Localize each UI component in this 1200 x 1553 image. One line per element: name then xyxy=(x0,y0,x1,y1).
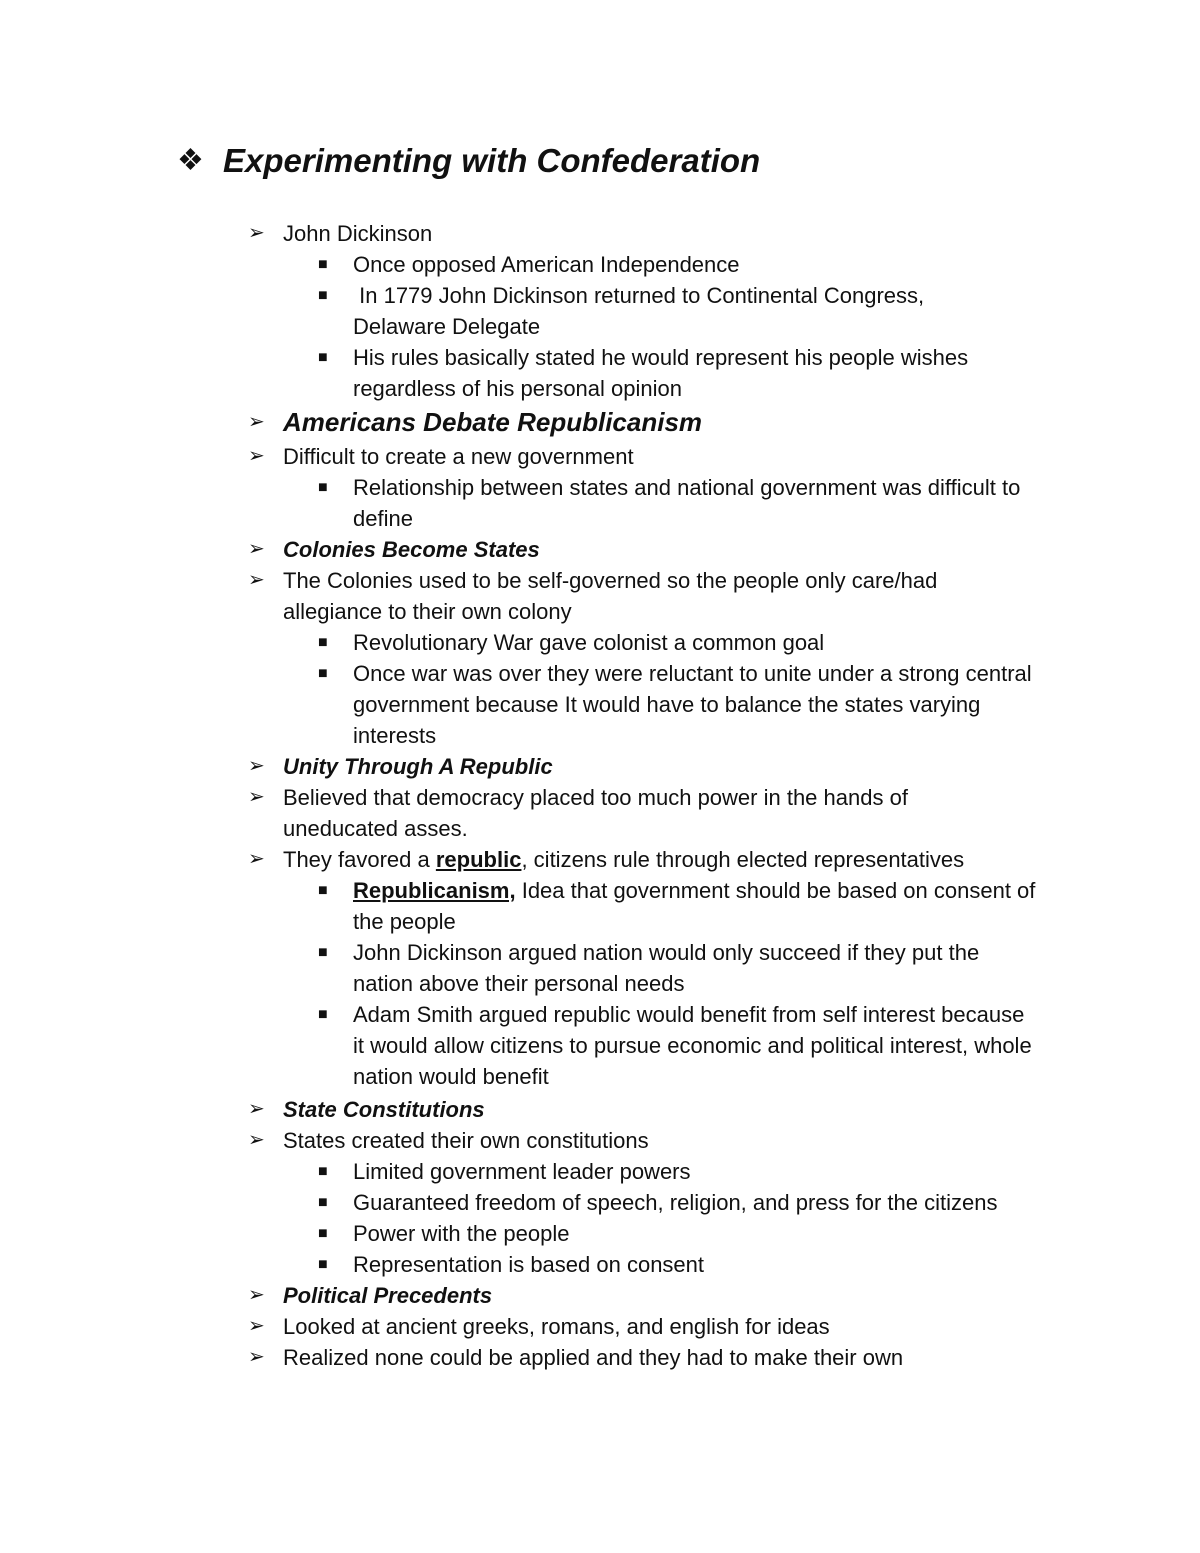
arrow-bullet-icon: ➢ xyxy=(248,1315,265,1337)
item-text: Looked at ancient greeks, romans, and english for ideas xyxy=(283,1314,830,1339)
section-heading: Americans Debate Republicanism xyxy=(283,407,703,437)
arrow-bullet-icon: ➢ xyxy=(248,445,265,467)
arrow-bullet-icon: ➢ xyxy=(248,848,265,870)
section-heading: Political Precedents xyxy=(283,1283,493,1308)
bullet-item xyxy=(248,534,1048,565)
bullet-item xyxy=(248,782,1048,844)
arrow-bullet-icon: ➢ xyxy=(248,1098,265,1120)
square-bullet-icon: ■ xyxy=(318,1163,328,1180)
item-text: Limited government leader powers xyxy=(353,1159,691,1184)
item-text: Realized none could be applied and they had to make their own xyxy=(283,1345,904,1370)
arrow-bullet-icon: ➢ xyxy=(248,411,265,433)
arrow-bullet-icon: ➢ xyxy=(248,1346,265,1368)
bullet-item xyxy=(248,844,1048,875)
sub-bullet-item xyxy=(318,1156,1068,1187)
square-bullet-icon: ■ xyxy=(318,349,328,366)
item-text: John Dickinson argued nation would only succeed if they put the nation above their personal needs xyxy=(353,940,980,996)
square-bullet-icon: ■ xyxy=(318,1225,328,1242)
bullet-item xyxy=(248,1311,1048,1342)
sub-bullet-item xyxy=(318,342,1068,404)
item-text: In 1779 John Dickinson returned to Continental Congress, Delaware Delegate xyxy=(353,283,931,339)
sub-bullet-item xyxy=(318,1249,1068,1280)
square-bullet-icon: ■ xyxy=(318,1006,328,1023)
sub-bullet-item xyxy=(318,937,1068,999)
item-text: Power with the people xyxy=(353,1221,570,1246)
arrow-bullet-icon: ➢ xyxy=(248,538,265,560)
square-bullet-icon: ■ xyxy=(318,634,328,651)
item-text: Believed that democracy placed too much power in the hands of uneducated asses. xyxy=(283,785,908,841)
item-text: Difficult to create a new government xyxy=(283,444,634,469)
bullet-item xyxy=(248,751,1048,782)
arrow-bullet-icon: ➢ xyxy=(248,755,265,777)
section-heading: Colonies Become States xyxy=(283,537,540,562)
item-text: States created their own constitutions xyxy=(283,1128,649,1153)
square-bullet-icon: ■ xyxy=(318,256,328,273)
section-heading: Unity Through A Republic xyxy=(283,754,553,779)
key-term: Republicanism, xyxy=(353,878,516,903)
sub-bullet-item xyxy=(318,999,1068,1092)
sub-bullet-item xyxy=(318,1218,1068,1249)
sub-bullet-item xyxy=(318,249,1068,280)
item-text: Once war was over they were reluctant to unite under a strong central government because It would have to balance the states varying interests xyxy=(353,661,1032,748)
bullet-item xyxy=(248,565,1048,627)
key-term: republic xyxy=(435,847,522,872)
bullet-item xyxy=(248,441,1048,472)
square-bullet-icon: ■ xyxy=(318,882,328,899)
item-text: Relationship between states and national government was difficult to define xyxy=(353,475,1021,531)
sub-bullet-item xyxy=(318,280,1068,342)
section-heading: State Constitutions xyxy=(283,1097,485,1122)
arrow-bullet-icon: ➢ xyxy=(248,786,265,808)
square-bullet-icon: ■ xyxy=(318,479,328,496)
item-text: They favored a republic, citizens rule through elected representatives xyxy=(283,847,965,872)
bullet-item xyxy=(248,1094,1048,1125)
sub-bullet-item xyxy=(318,627,1068,658)
sub-bullet-item xyxy=(318,658,1068,751)
diamond-fleuron-icon: ❖ xyxy=(177,144,204,177)
square-bullet-icon: ■ xyxy=(318,1194,328,1211)
bullet-item xyxy=(248,1280,1048,1311)
square-bullet-icon: ■ xyxy=(318,944,328,961)
item-text: John Dickinson xyxy=(283,221,433,246)
sub-bullet-item xyxy=(318,472,1068,534)
item-text: Once opposed American Independence xyxy=(353,252,740,277)
bullet-item xyxy=(248,405,1048,439)
title-text: Experimenting with Confederation xyxy=(223,142,761,179)
item-text: His rules basically stated he would represent his people wishes regardless of his personal opinion xyxy=(353,345,969,401)
item-text: Representation is based on consent xyxy=(353,1252,705,1277)
item-text: Republicanism, Idea that government should be based on consent of the people xyxy=(353,878,1042,934)
sub-bullet-item xyxy=(318,1187,1068,1218)
sub-bullet-item xyxy=(318,875,1068,937)
bullet-item xyxy=(248,1342,1048,1373)
item-text: Adam Smith argued republic would benefit from self interest because it would allow citizens to pursue economic and political interest, whole nation would benefit xyxy=(353,1002,1032,1089)
document-title xyxy=(177,138,760,184)
arrow-bullet-icon: ➢ xyxy=(248,1284,265,1306)
bullet-item xyxy=(248,1125,1048,1156)
arrow-bullet-icon: ➢ xyxy=(248,569,265,591)
arrow-bullet-icon: ➢ xyxy=(248,1129,265,1151)
square-bullet-icon: ■ xyxy=(318,665,328,682)
arrow-bullet-icon: ➢ xyxy=(248,222,265,244)
item-text: Revolutionary War gave colonist a common goal xyxy=(353,630,825,655)
square-bullet-icon: ■ xyxy=(318,1256,328,1273)
square-bullet-icon: ■ xyxy=(318,287,328,304)
bullet-item xyxy=(248,218,1048,249)
item-text: Guaranteed freedom of speech, religion, and press for the citizens xyxy=(353,1190,998,1215)
item-text: The Colonies used to be self-governed so the people only care/had allegiance to their own colony xyxy=(283,568,938,624)
